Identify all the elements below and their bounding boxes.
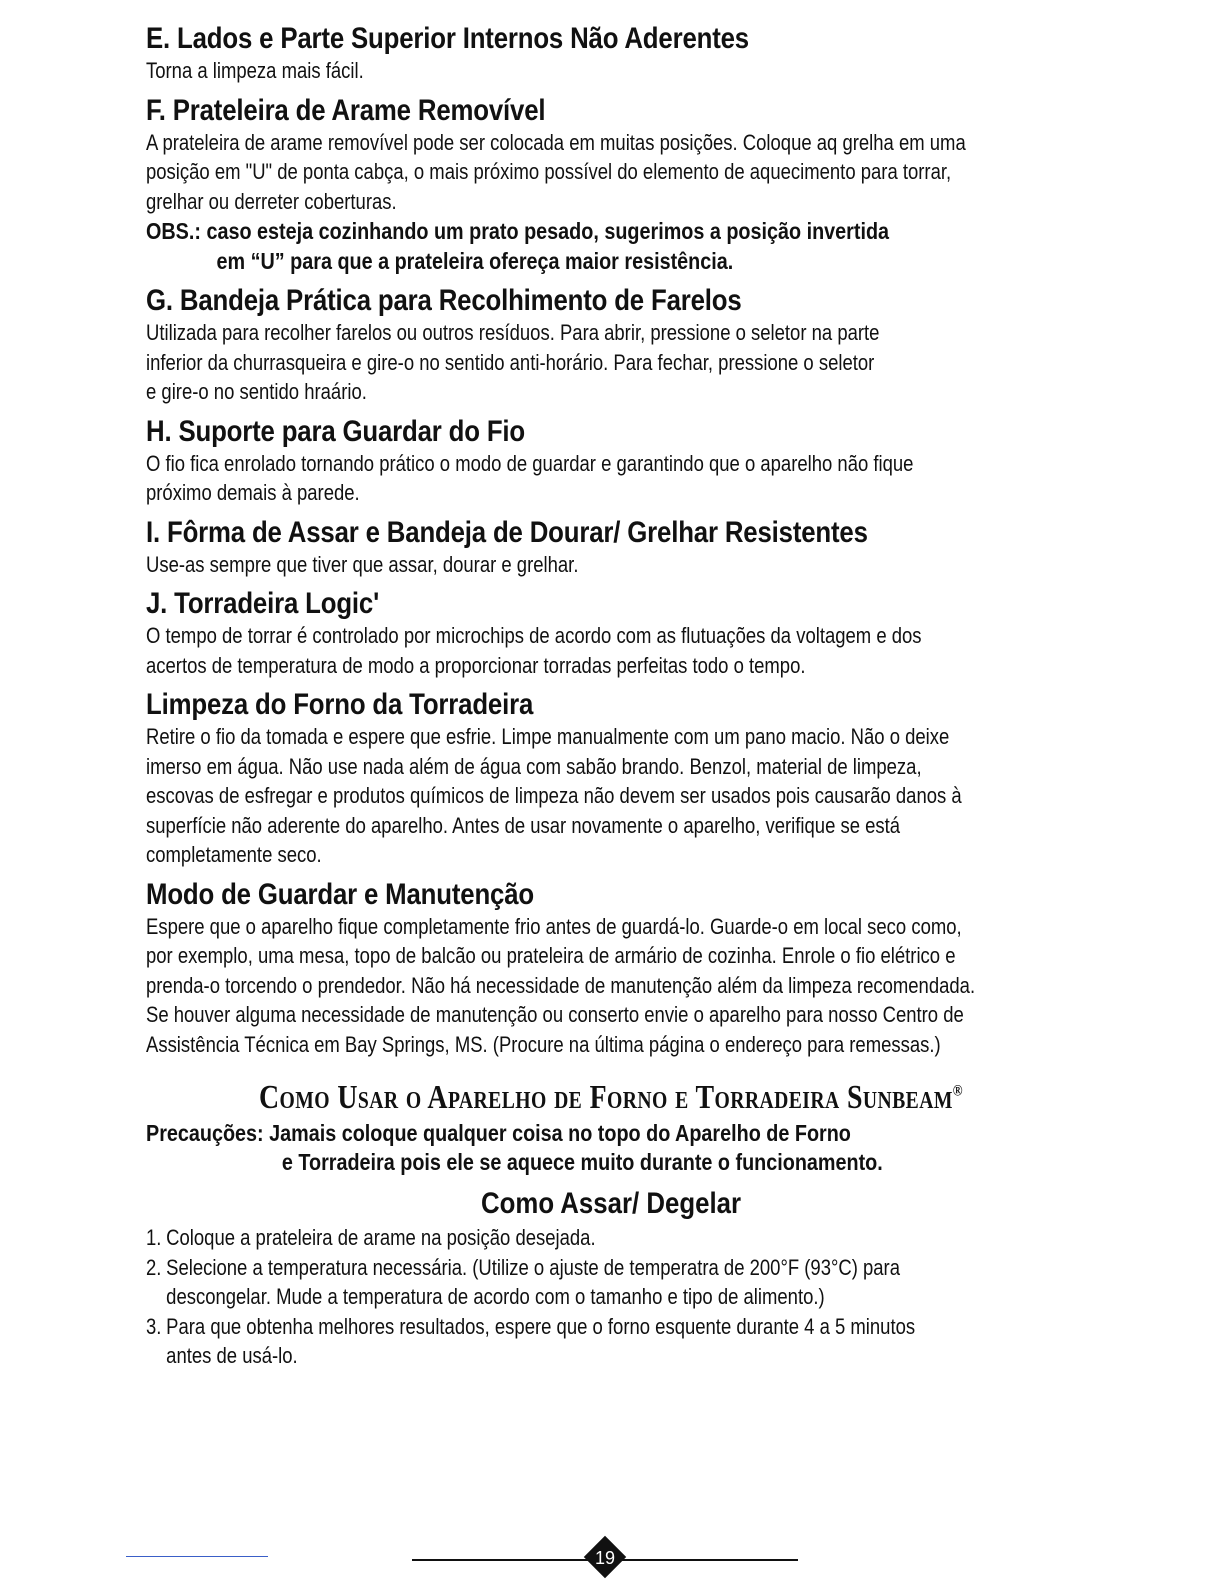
text-line: Retire o fio da tomada e espere que esfrie. Limpe manualmente com um pano macio. Não o deixe <box>146 724 950 749</box>
text-line: Se houver alguma necessidade de manutenção ou conserto envie o aparelho para nosso Centro de <box>146 1002 964 1027</box>
section-e <box>146 22 1076 86</box>
text-line: imerso em água. Não use nada além de água com sabão brando. Benzol, material de limpeza, <box>146 753 922 779</box>
text-line: Torna a limpeza mais fácil. <box>146 58 364 83</box>
section-h <box>146 415 1076 508</box>
text-line: superfície não aderente do aparelho. Antes de usar novamente o aparelho, verifique se está <box>146 812 901 838</box>
footer-rule-right <box>622 1559 798 1561</box>
list-item <box>146 1223 1076 1253</box>
text-line: e gire-o no sentido hraário. <box>146 379 367 404</box>
section-heading: G. Bandeja Prática para Recolhimento de Farelos <box>146 284 742 317</box>
text-line: escovas de esfregar e produtos químicos de limpeza não devem ser usados pois causarão danos à <box>146 783 962 808</box>
footer-rule-left <box>412 1559 588 1561</box>
text-line: Use-as sempre que tiver que assar, dourar e grelhar. <box>146 551 579 577</box>
precautions-note <box>146 1119 1082 1177</box>
section-text <box>146 449 1076 508</box>
obs-line: em “U” para que a prateleira ofereça maior resistência. <box>216 248 734 274</box>
step-number: 3. <box>146 1313 162 1339</box>
subsection-title: Como Assar/ Degelar <box>480 1187 742 1220</box>
text-line: descongelar. Mude a temperatura de acordo com o tamanho e tipo de alimento.) <box>166 1284 825 1309</box>
text-line: Coloque a prateleira de arame na posição desejada. <box>166 1225 596 1250</box>
text-line: Espere que o aparelho fique completamente frio antes de guardá-lo. Guarde-o em local seco como, <box>146 913 962 939</box>
section-text <box>146 722 1076 870</box>
section-heading: I. Fôrma de Assar e Bandeja de Dourar/ Grelhar Resistentes <box>146 515 868 549</box>
page-footer <box>412 1540 798 1580</box>
list-item <box>146 1253 1076 1312</box>
section-g <box>146 284 1076 407</box>
section-text <box>146 128 1076 217</box>
obs-line: OBS.: caso esteja cozinhando um prato pesado, sugerimos a posição invertida <box>146 218 890 244</box>
section-modo-guardar <box>146 878 1076 1060</box>
section-text <box>146 912 1076 1060</box>
step-number: 2. <box>146 1254 162 1280</box>
text-line: inferior da churrasqueira e gire-o no sentido anti-horário. Para fechar, pressione o seletor <box>146 349 875 375</box>
section-i <box>146 516 1076 580</box>
section-heading: E. Lados e Parte Superior Internos Não Aderentes <box>146 22 749 55</box>
text-line: prenda-o torcendo o prendedor. Não há necessidade de manutenção além da limpeza recomendada. <box>146 972 976 998</box>
text-line: antes de usá-lo. <box>166 1343 298 1368</box>
section-text <box>146 621 1076 680</box>
obs-note <box>146 216 1082 276</box>
text-line: próximo demais à parede. <box>146 480 360 505</box>
main-title <box>230 1079 993 1117</box>
section-heading: H. Suporte para Guardar do Fio <box>146 414 526 448</box>
text-line: Para que obtenha melhores resultados, espere que o forno esquente durante 4 a 5 minutos <box>166 1313 916 1339</box>
steps-list <box>146 1223 1076 1371</box>
section-j <box>146 587 1076 680</box>
registered-mark: ® <box>952 1082 964 1100</box>
text-line: acertos de temperatura de modo a proporcionar torradas perfeitas todo o tempo. <box>146 652 806 678</box>
precautions-line: e Torradeira pois ele se aquece muito durante o funcionamento. <box>281 1149 883 1175</box>
text-line: O tempo de torrar é controlado por microchips de acordo com as flutuações da voltagem e dos <box>146 623 922 648</box>
text-line: Assistência Técnica em Bay Springs, MS. (Procure na última página o endereço para remessas.) <box>146 1031 941 1057</box>
step-text <box>166 1253 900 1312</box>
section-text <box>146 550 1076 580</box>
section-text <box>146 318 1076 407</box>
step-text <box>166 1312 915 1371</box>
main-title-text: Como Usar o Aparelho de Forno e Torradeira Sunbeam <box>258 1079 953 1116</box>
section-f <box>146 94 1076 277</box>
text-line: posição em "U" de ponta cabça, o mais próximo possível do elemento de aquecimento para torrar, <box>146 159 952 184</box>
section-heading: Modo de Guardar e Manutenção <box>146 877 534 911</box>
precautions-line: Precauções: Jamais coloque qualquer coisa no topo do Aparelho de Forno <box>146 1120 851 1146</box>
text-line: Utilizada para recolher farelos ou outros resíduos. Para abrir, pressione o seletor na parte <box>146 320 880 345</box>
corner-rule <box>126 1556 268 1557</box>
section-heading: J. Torradeira Logic' <box>146 587 380 620</box>
text-line: grelhar ou derreter coberturas. <box>146 188 397 214</box>
step-text <box>166 1223 595 1253</box>
text-line: por exemplo, uma mesa, topo de balcão ou prateleira de armário de cozinha. Enrole o fio elétrico e <box>146 943 956 968</box>
step-number: 1. <box>146 1225 162 1250</box>
text-line: A prateleira de arame removível pode ser colocada em muitas posições. Coloque aq grelha em uma <box>146 129 966 155</box>
text-line: Selecione a temperatura necessária. (Utilize o ajuste de temperatra de 200°F (93°C) para <box>166 1254 900 1280</box>
document-page <box>146 22 1076 1371</box>
section-heading: F. Prateleira de Arame Removível <box>146 93 546 127</box>
page-number: 19 <box>594 1548 616 1568</box>
text-line: O fio fica enrolado tornando prático o modo de guardar e garantindo que o aparelho não fique <box>146 450 914 476</box>
text-line: completamente seco. <box>146 842 322 867</box>
section-text <box>146 56 1076 86</box>
section-limpeza <box>146 688 1076 870</box>
section-heading: Limpeza do Forno da Torradeira <box>146 688 534 721</box>
list-item <box>146 1312 1076 1371</box>
